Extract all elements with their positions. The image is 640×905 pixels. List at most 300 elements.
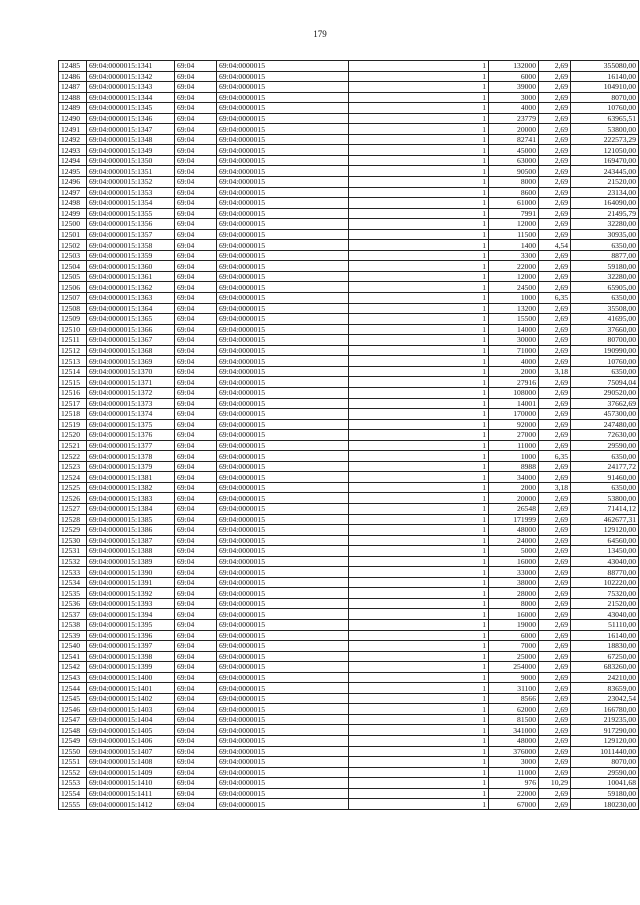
table-row [59,693,639,704]
cell-cadastral-number: 69:04:0000015:1400 [87,672,175,683]
cell-cadastral-quarter: 69:04:0000015 [217,482,349,493]
cell-quantity: 1 [349,250,489,261]
cell-area: 33000 [489,567,539,578]
cell-value: 10760,00 [571,103,639,114]
cell-cadastral-quarter: 69:04:0000015 [217,61,349,72]
cell-rate: 2,69 [539,746,571,757]
cell-quantity: 1 [349,778,489,789]
cell-row-number: 12487 [59,82,87,93]
table-row [59,757,639,768]
cell-quantity: 1 [349,472,489,483]
cell-value: 37662,69 [571,398,639,409]
cell-cadastral-number: 69:04:0000015:1366 [87,324,175,335]
cell-value: 8070,00 [571,92,639,103]
cell-quantity: 1 [349,240,489,251]
cell-rate: 2,69 [539,398,571,409]
cell-rate: 2,69 [539,250,571,261]
table-row [59,377,639,388]
cell-row-number: 12516 [59,387,87,398]
cell-row-number: 12494 [59,155,87,166]
cell-area: 12000 [489,271,539,282]
table-row [59,229,639,240]
cell-row-number: 12488 [59,92,87,103]
cell-quantity: 1 [349,335,489,346]
cell-cadastral-quarter: 69:04:0000015 [217,71,349,82]
cell-row-number: 12520 [59,430,87,441]
cell-area: 341000 [489,725,539,736]
cell-row-number: 12496 [59,177,87,188]
cell-value: 91460,00 [571,472,639,483]
cell-cadastral-number: 69:04:0000015:1382 [87,482,175,493]
cell-quantity: 1 [349,134,489,145]
cell-cadastral-quarter: 69:04:0000015 [217,556,349,567]
cell-area: 19000 [489,619,539,630]
cell-area: 8000 [489,177,539,188]
cell-row-number: 12515 [59,377,87,388]
table-row [59,113,639,124]
cell-district-code: 69:04 [175,451,217,462]
cell-value: 71414,12 [571,503,639,514]
cell-cadastral-quarter: 69:04:0000015 [217,461,349,472]
cell-rate: 3,18 [539,482,571,493]
cell-quantity: 1 [349,366,489,377]
cell-cadastral-quarter: 69:04:0000015 [217,145,349,156]
table-row [59,345,639,356]
cell-row-number: 12490 [59,113,87,124]
cell-area: 4000 [489,103,539,114]
cell-district-code: 69:04 [175,409,217,420]
cell-value: 683260,00 [571,662,639,673]
cell-cadastral-quarter: 69:04:0000015 [217,778,349,789]
cell-rate: 2,69 [539,134,571,145]
cell-rate: 2,69 [539,630,571,641]
cell-value: 43040,00 [571,556,639,567]
cell-value: 1011440,00 [571,746,639,757]
cell-cadastral-quarter: 69:04:0000015 [217,619,349,630]
cell-row-number: 12536 [59,598,87,609]
table-row [59,598,639,609]
cell-district-code: 69:04 [175,229,217,240]
cell-district-code: 69:04 [175,145,217,156]
table-body [59,61,639,810]
table-row [59,324,639,335]
cell-row-number: 12499 [59,208,87,219]
cell-cadastral-number: 69:04:0000015:1373 [87,398,175,409]
cell-quantity: 1 [349,356,489,367]
cell-rate: 2,69 [539,598,571,609]
cell-quantity: 1 [349,641,489,652]
cell-district-code: 69:04 [175,662,217,673]
cell-quantity: 1 [349,693,489,704]
cell-area: 171999 [489,514,539,525]
cell-district-code: 69:04 [175,461,217,472]
cell-quantity: 1 [349,577,489,588]
cell-cadastral-quarter: 69:04:0000015 [217,577,349,588]
cell-district-code: 69:04 [175,61,217,72]
cell-rate: 2,69 [539,219,571,230]
cell-cadastral-number: 69:04:0000015:1375 [87,419,175,430]
cell-rate: 4,54 [539,240,571,251]
cell-row-number: 12509 [59,314,87,325]
cell-cadastral-quarter: 69:04:0000015 [217,177,349,188]
cell-cadastral-quarter: 69:04:0000015 [217,293,349,304]
cell-quantity: 1 [349,261,489,272]
cell-cadastral-quarter: 69:04:0000015 [217,535,349,546]
cell-area: 31100 [489,683,539,694]
table-row [59,503,639,514]
table-row [59,145,639,156]
cell-area: 8000 [489,598,539,609]
cell-area: 170000 [489,409,539,420]
table-row [59,651,639,662]
cell-row-number: 12504 [59,261,87,272]
cell-quantity: 1 [349,514,489,525]
table-row [59,588,639,599]
cell-cadastral-number: 69:04:0000015:1362 [87,282,175,293]
cell-row-number: 12502 [59,240,87,251]
cell-cadastral-number: 69:04:0000015:1346 [87,113,175,124]
cell-quantity: 1 [349,746,489,757]
table-row [59,187,639,198]
cell-rate: 2,69 [539,472,571,483]
cell-district-code: 69:04 [175,387,217,398]
cell-rate: 2,69 [539,567,571,578]
cell-rate: 6,35 [539,293,571,304]
cell-value: 6350,00 [571,293,639,304]
cell-rate: 2,69 [539,714,571,725]
cell-cadastral-number: 69:04:0000015:1408 [87,757,175,768]
cell-value: 83659,00 [571,683,639,694]
cell-quantity: 1 [349,345,489,356]
cell-value: 32280,00 [571,219,639,230]
cell-rate: 2,69 [539,356,571,367]
table-row [59,535,639,546]
cell-cadastral-quarter: 69:04:0000015 [217,134,349,145]
cell-area: 6000 [489,71,539,82]
cell-cadastral-quarter: 69:04:0000015 [217,472,349,483]
cell-row-number: 12540 [59,641,87,652]
cell-row-number: 12537 [59,609,87,620]
cell-district-code: 69:04 [175,788,217,799]
cell-area: 30000 [489,335,539,346]
cell-rate: 2,69 [539,440,571,451]
table-row [59,250,639,261]
cell-cadastral-quarter: 69:04:0000015 [217,693,349,704]
cell-value: 222573,29 [571,134,639,145]
cell-area: 6000 [489,630,539,641]
cell-cadastral-number: 69:04:0000015:1391 [87,577,175,588]
cell-district-code: 69:04 [175,704,217,715]
table-row [59,303,639,314]
cell-area: 3300 [489,250,539,261]
cell-row-number: 12527 [59,503,87,514]
cell-cadastral-quarter: 69:04:0000015 [217,409,349,420]
cell-quantity: 1 [349,556,489,567]
cell-value: 35508,00 [571,303,639,314]
cell-cadastral-number: 69:04:0000015:1376 [87,430,175,441]
cell-value: 21495,79 [571,208,639,219]
cell-area: 3000 [489,757,539,768]
cell-area: 63000 [489,155,539,166]
cell-cadastral-number: 69:04:0000015:1403 [87,704,175,715]
cell-rate: 2,69 [539,261,571,272]
cell-rate: 2,69 [539,377,571,388]
cell-area: 3000 [489,92,539,103]
cell-row-number: 12533 [59,567,87,578]
cell-district-code: 69:04 [175,250,217,261]
cell-row-number: 12514 [59,366,87,377]
table-row [59,472,639,483]
cell-cadastral-quarter: 69:04:0000015 [217,493,349,504]
cell-rate: 2,69 [539,335,571,346]
cell-cadastral-number: 69:04:0000015:1358 [87,240,175,251]
cell-cadastral-number: 69:04:0000015:1383 [87,493,175,504]
cell-row-number: 12505 [59,271,87,282]
cell-rate: 2,69 [539,641,571,652]
cell-area: 15500 [489,314,539,325]
cell-value: 64560,00 [571,535,639,546]
cell-quantity: 1 [349,799,489,810]
table-row [59,461,639,472]
cell-area: 8600 [489,187,539,198]
cell-district-code: 69:04 [175,103,217,114]
cell-value: 917290,00 [571,725,639,736]
cell-area: 20000 [489,124,539,135]
cell-rate: 2,69 [539,535,571,546]
table-row [59,155,639,166]
table-row [59,366,639,377]
table-row [59,567,639,578]
cell-district-code: 69:04 [175,71,217,82]
cell-quantity: 1 [349,714,489,725]
cell-quantity: 1 [349,229,489,240]
cell-rate: 2,69 [539,788,571,799]
cell-area: 108000 [489,387,539,398]
cell-rate: 2,69 [539,683,571,694]
table-row [59,525,639,536]
cell-cadastral-quarter: 69:04:0000015 [217,683,349,694]
cell-row-number: 12542 [59,662,87,673]
cell-cadastral-quarter: 69:04:0000015 [217,314,349,325]
cell-area: 7991 [489,208,539,219]
cell-rate: 2,69 [539,124,571,135]
cell-district-code: 69:04 [175,746,217,757]
cell-quantity: 1 [349,493,489,504]
cell-district-code: 69:04 [175,767,217,778]
cell-quantity: 1 [349,387,489,398]
cell-rate: 2,69 [539,693,571,704]
cell-cadastral-quarter: 69:04:0000015 [217,525,349,536]
cell-cadastral-quarter: 69:04:0000015 [217,651,349,662]
cell-value: 43040,00 [571,609,639,620]
table-row [59,736,639,747]
cell-district-code: 69:04 [175,619,217,630]
table-row [59,672,639,683]
cell-area: 1000 [489,451,539,462]
cell-quantity: 1 [349,757,489,768]
cell-area: 48000 [489,736,539,747]
table-row [59,662,639,673]
cell-value: 24210,00 [571,672,639,683]
cell-cadastral-number: 69:04:0000015:1398 [87,651,175,662]
table-row [59,641,639,652]
cell-quantity: 1 [349,546,489,557]
cell-cadastral-number: 69:04:0000015:1353 [87,187,175,198]
cell-district-code: 69:04 [175,155,217,166]
cell-cadastral-number: 69:04:0000015:1371 [87,377,175,388]
cell-value: 80700,00 [571,335,639,346]
cell-cadastral-number: 69:04:0000015:1388 [87,546,175,557]
cell-quantity: 1 [349,61,489,72]
cell-value: 75094,04 [571,377,639,388]
cell-rate: 2,69 [539,546,571,557]
cell-value: 6350,00 [571,366,639,377]
cell-area: 9000 [489,672,539,683]
cell-quantity: 1 [349,113,489,124]
cell-cadastral-number: 69:04:0000015:1379 [87,461,175,472]
cell-cadastral-quarter: 69:04:0000015 [217,567,349,578]
cell-district-code: 69:04 [175,525,217,536]
cell-value: 16140,00 [571,71,639,82]
cell-cadastral-number: 69:04:0000015:1345 [87,103,175,114]
cell-area: 2000 [489,366,539,377]
cell-cadastral-number: 69:04:0000015:1412 [87,799,175,810]
table-row [59,430,639,441]
cell-cadastral-number: 69:04:0000015:1361 [87,271,175,282]
cell-cadastral-quarter: 69:04:0000015 [217,714,349,725]
cell-cadastral-quarter: 69:04:0000015 [217,757,349,768]
cell-cadastral-quarter: 69:04:0000015 [217,451,349,462]
cell-quantity: 1 [349,630,489,641]
cell-row-number: 12528 [59,514,87,525]
cell-cadastral-quarter: 69:04:0000015 [217,356,349,367]
cell-quantity: 1 [349,303,489,314]
cell-rate: 6,35 [539,451,571,462]
cell-value: 53800,00 [571,493,639,504]
cell-cadastral-number: 69:04:0000015:1349 [87,145,175,156]
cell-area: 90500 [489,166,539,177]
cell-district-code: 69:04 [175,198,217,209]
cell-rate: 2,69 [539,577,571,588]
cell-cadastral-quarter: 69:04:0000015 [217,366,349,377]
cell-value: 8877,00 [571,250,639,261]
cell-value: 355080,00 [571,61,639,72]
cell-area: 22000 [489,788,539,799]
cell-quantity: 1 [349,662,489,673]
cell-rate: 2,69 [539,503,571,514]
table-row [59,293,639,304]
cell-rate: 2,69 [539,704,571,715]
cell-cadastral-number: 69:04:0000015:1396 [87,630,175,641]
cell-district-code: 69:04 [175,546,217,557]
cell-quantity: 1 [349,82,489,93]
cell-area: 26548 [489,503,539,514]
cell-row-number: 12535 [59,588,87,599]
cell-rate: 2,69 [539,387,571,398]
cell-cadastral-number: 69:04:0000015:1365 [87,314,175,325]
cell-district-code: 69:04 [175,725,217,736]
cell-value: 6350,00 [571,240,639,251]
cell-value: 247480,00 [571,419,639,430]
table-row [59,746,639,757]
cell-cadastral-number: 69:04:0000015:1385 [87,514,175,525]
cell-row-number: 12497 [59,187,87,198]
cell-area: 376000 [489,746,539,757]
cell-area: 92000 [489,419,539,430]
cell-district-code: 69:04 [175,630,217,641]
table-row [59,356,639,367]
cell-value: 41695,00 [571,314,639,325]
cell-district-code: 69:04 [175,356,217,367]
cell-cadastral-quarter: 69:04:0000015 [217,609,349,620]
cell-rate: 2,69 [539,514,571,525]
cell-value: 72630,00 [571,430,639,441]
cell-value: 65905,00 [571,282,639,293]
cell-row-number: 12521 [59,440,87,451]
table-row [59,725,639,736]
cell-district-code: 69:04 [175,261,217,272]
cell-cadastral-quarter: 69:04:0000015 [217,736,349,747]
cell-cadastral-number: 69:04:0000015:1347 [87,124,175,135]
cell-cadastral-number: 69:04:0000015:1411 [87,788,175,799]
cell-rate: 2,69 [539,282,571,293]
cell-area: 39000 [489,82,539,93]
cell-area: 11500 [489,229,539,240]
cell-rate: 2,69 [539,82,571,93]
cell-area: 8566 [489,693,539,704]
cell-row-number: 12543 [59,672,87,683]
cell-area: 62000 [489,704,539,715]
cell-district-code: 69:04 [175,535,217,546]
cell-cadastral-number: 69:04:0000015:1378 [87,451,175,462]
cell-cadastral-number: 69:04:0000015:1359 [87,250,175,261]
cell-value: 243445,00 [571,166,639,177]
cell-rate: 2,69 [539,662,571,673]
cell-cadastral-quarter: 69:04:0000015 [217,187,349,198]
cell-quantity: 1 [349,588,489,599]
cell-cadastral-number: 69:04:0000015:1393 [87,598,175,609]
cell-cadastral-number: 69:04:0000015:1342 [87,71,175,82]
cell-row-number: 12517 [59,398,87,409]
cell-value: 129120,00 [571,736,639,747]
cell-rate: 2,69 [539,177,571,188]
cell-rate: 2,69 [539,419,571,430]
cell-quantity: 1 [349,609,489,620]
cell-area: 12000 [489,219,539,230]
table-row [59,271,639,282]
cell-rate: 2,69 [539,198,571,209]
cell-quantity: 1 [349,598,489,609]
table-row [59,82,639,93]
cell-cadastral-quarter: 69:04:0000015 [217,767,349,778]
cell-cadastral-quarter: 69:04:0000015 [217,324,349,335]
cell-district-code: 69:04 [175,419,217,430]
cell-value: 219235,00 [571,714,639,725]
cell-area: 24000 [489,535,539,546]
cell-rate: 2,69 [539,799,571,810]
cell-district-code: 69:04 [175,556,217,567]
cell-quantity: 1 [349,461,489,472]
cell-value: 67250,00 [571,651,639,662]
cell-area: 27916 [489,377,539,388]
cell-row-number: 12554 [59,788,87,799]
cell-cadastral-quarter: 69:04:0000015 [217,271,349,282]
table-row [59,546,639,557]
cell-rate: 2,69 [539,303,571,314]
cell-cadastral-quarter: 69:04:0000015 [217,672,349,683]
cell-cadastral-number: 69:04:0000015:1372 [87,387,175,398]
cell-value: 102220,00 [571,577,639,588]
